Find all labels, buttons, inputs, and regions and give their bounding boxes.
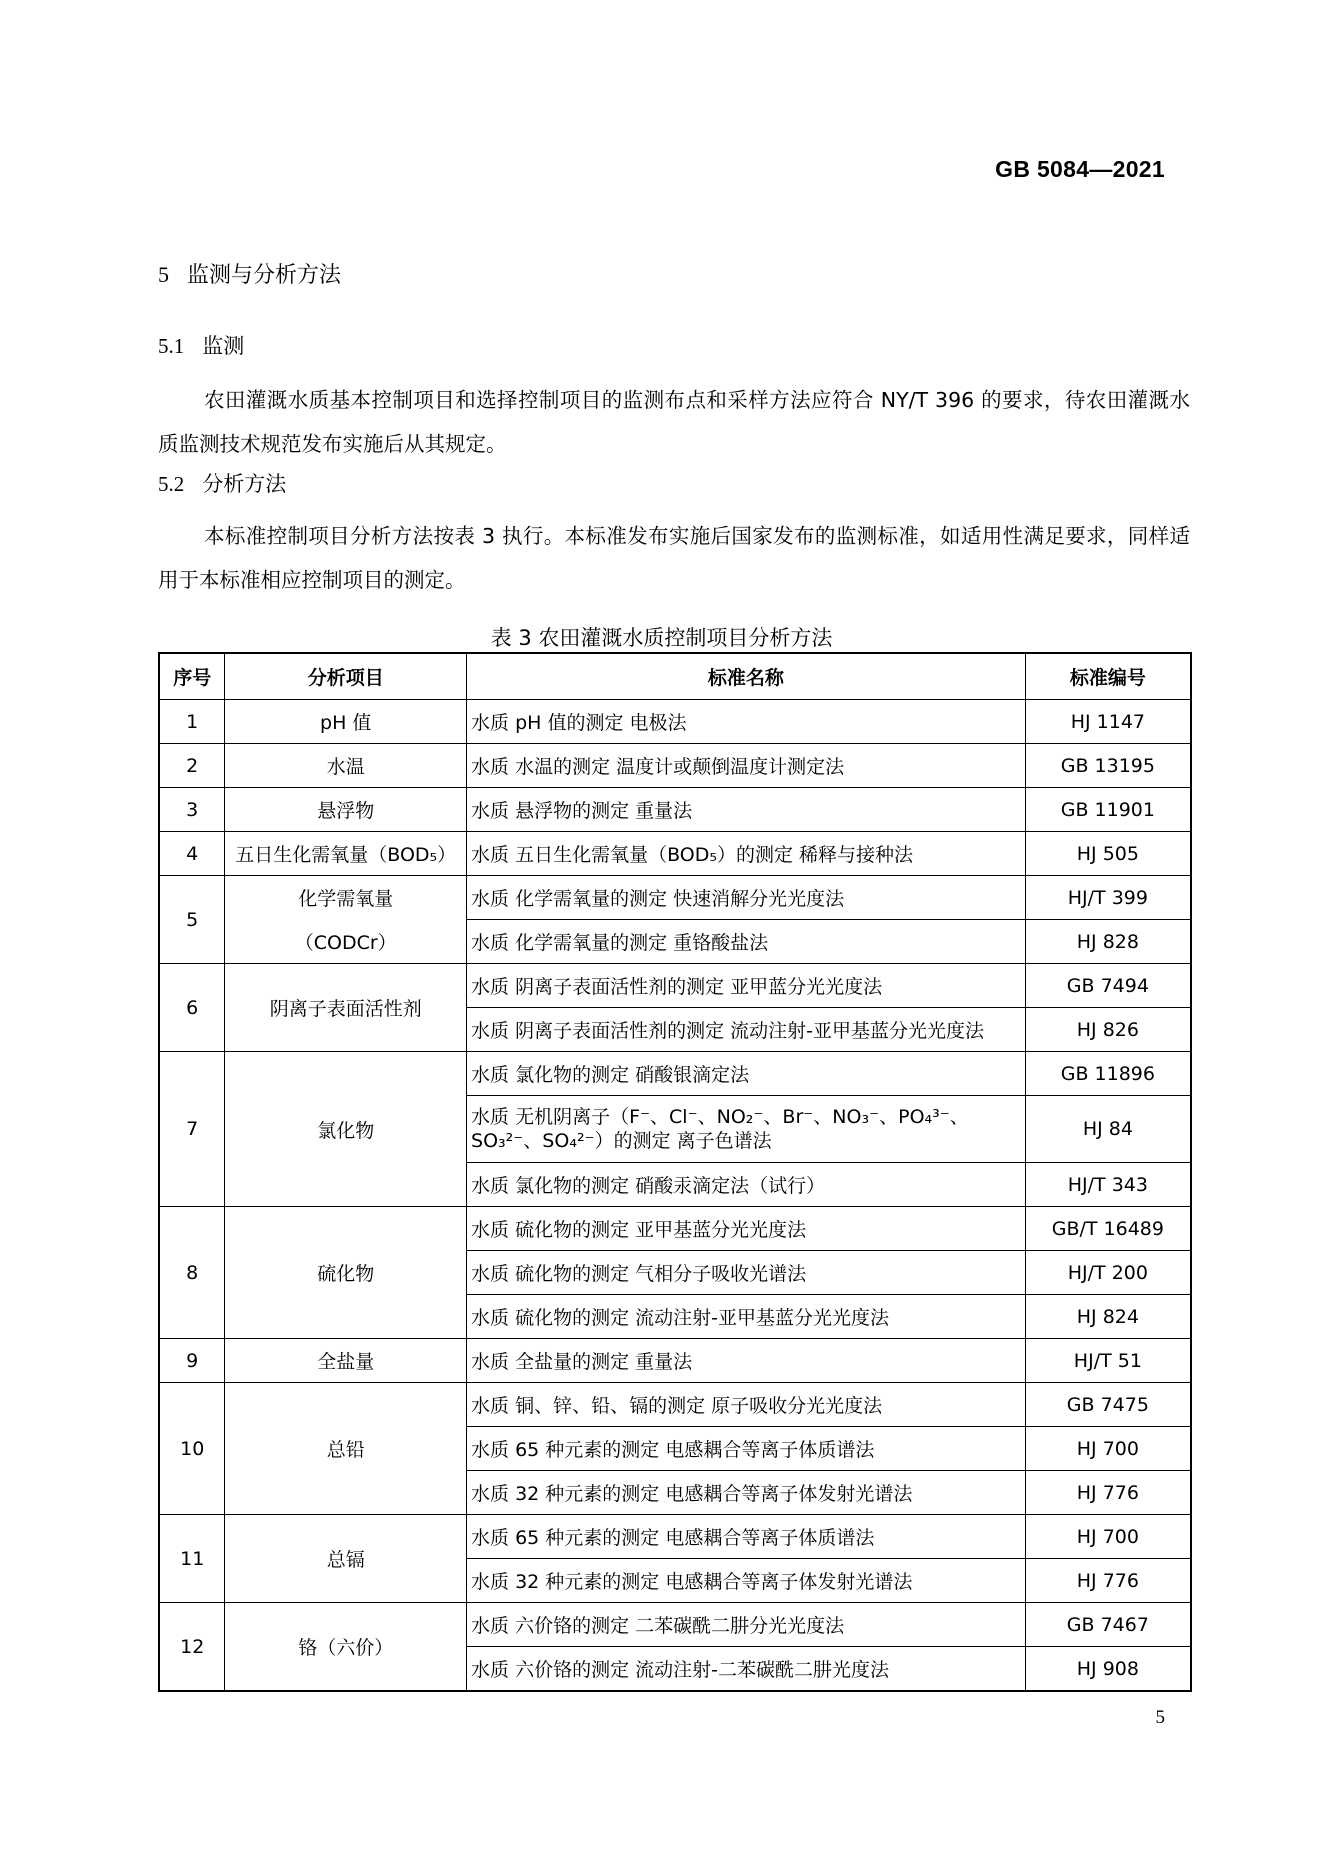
row-standard-name: 水质 水温的测定 温度计或颠倒温度计测定法 [467,744,1026,788]
table-header-row [159,653,1191,700]
section-title: 分析方法 [202,472,287,496]
row-standard-name: 水质 氯化物的测定 硝酸汞滴定法（试行） [467,1163,1026,1207]
row-standard-name: 水质 无机阴离子（F⁻、Cl⁻、NO₂⁻、Br⁻、NO₃⁻、PO₄³⁻、SO₃²⁻、SO₄²⁻）的测定 离子色谱法 [467,1096,1026,1163]
row-standard-code: GB 13195 [1025,744,1191,788]
row-standard-code: HJ 776 [1025,1559,1191,1603]
row-no: 7 [159,1052,225,1207]
row-no: 6 [159,964,225,1052]
row-standard-code: HJ 826 [1025,1008,1191,1052]
row-standard-code: HJ/T 399 [1025,876,1191,920]
row-item: 总镉 [225,1515,467,1603]
row-standard-code: GB 11901 [1025,788,1191,832]
section-5-2-heading [158,468,286,498]
table-row [159,1052,1191,1096]
row-standard-name: 水质 化学需氧量的测定 重铬酸盐法 [467,920,1026,964]
row-standard-name: 水质 65 种元素的测定 电感耦合等离子体质谱法 [467,1515,1026,1559]
row-standard-code: HJ 505 [1025,832,1191,876]
row-standard-code: HJ/T 200 [1025,1251,1191,1295]
row-item: 氯化物 [225,1052,467,1207]
row-standard-code: HJ 776 [1025,1471,1191,1515]
row-standard-name: 水质 32 种元素的测定 电感耦合等离子体发射光谱法 [467,1471,1026,1515]
row-standard-name: 水质 硫化物的测定 流动注射-亚甲基蓝分光光度法 [467,1295,1026,1339]
section-title: 监测 [202,334,245,358]
table-row [159,964,1191,1008]
section-5-1-paragraph: 农田灌溉水质基本控制项目和选择控制项目的监测布点和采样方法应符合 NY/T 396 的要求，待农田灌溉水质监测技术规范发布实施后从其规定。 [158,388,1190,456]
row-item: 硫化物 [225,1207,467,1339]
row-standard-code: HJ/T 51 [1025,1339,1191,1383]
analysis-methods-table [158,652,1192,1692]
col-header-standard-name: 标准名称 [467,653,1026,700]
row-standard-name: 水质 阴离子表面活性剂的测定 流动注射-亚甲基蓝分光光度法 [467,1008,1026,1052]
row-standard-code: HJ 908 [1025,1647,1191,1692]
row-standard-code: HJ 700 [1025,1515,1191,1559]
section-number: 5 [158,262,169,287]
table-row [159,1207,1191,1251]
table-row [159,876,1191,920]
col-header-standard-code: 标准编号 [1025,653,1191,700]
row-standard-name: 水质 化学需氧量的测定 快速消解分光光度法 [467,876,1026,920]
row-standard-code: GB 11896 [1025,1052,1191,1096]
row-no: 12 [159,1603,225,1692]
row-no: 9 [159,1339,225,1383]
row-standard-code: GB 7494 [1025,964,1191,1008]
row-item: 全盐量 [225,1339,467,1383]
table-row [159,744,1191,788]
table-row [159,832,1191,876]
row-item: pH 值 [225,700,467,744]
section-5-heading [158,258,341,289]
row-no: 1 [159,700,225,744]
section-number: 5.2 [158,472,185,496]
row-item: （CODCr） [225,920,467,964]
row-standard-name: 水质 六价铬的测定 流动注射-二苯碳酰二肼光度法 [467,1647,1026,1692]
row-no: 3 [159,788,225,832]
table-title: 表 3 农田灌溉水质控制项目分析方法 [490,626,833,650]
table-row [159,1515,1191,1559]
row-item: 阴离子表面活性剂 [225,964,467,1052]
row-no: 8 [159,1207,225,1339]
row-standard-code: GB/T 16489 [1025,1207,1191,1251]
row-standard-name: 水质 全盐量的测定 重量法 [467,1339,1026,1383]
row-standard-code: HJ/T 343 [1025,1163,1191,1207]
section-title: 监测与分析方法 [187,263,342,288]
row-item: 五日生化需氧量（BOD₅） [225,832,467,876]
col-header-item: 分析项目 [225,653,467,700]
row-standard-code: HJ 84 [1025,1096,1191,1163]
row-standard-name: 水质 32 种元素的测定 电感耦合等离子体发射光谱法 [467,1559,1026,1603]
row-standard-code: HJ 1147 [1025,700,1191,744]
row-item: 水温 [225,744,467,788]
row-standard-name: 水质 铜、锌、铅、镉的测定 原子吸收分光光度法 [467,1383,1026,1427]
row-standard-name: 水质 阴离子表面活性剂的测定 亚甲蓝分光光度法 [467,964,1026,1008]
row-standard-name: 水质 硫化物的测定 亚甲基蓝分光光度法 [467,1207,1026,1251]
page-number: 5 [1155,1707,1165,1728]
row-standard-name: 水质 硫化物的测定 气相分子吸收光谱法 [467,1251,1026,1295]
table-row [159,1603,1191,1647]
row-no: 2 [159,744,225,788]
section-number: 5.1 [158,334,185,358]
section-5-2-paragraph: 本标准控制项目分析方法按表 3 执行。本标准发布实施后国家发布的监测标准，如适用性满足要求，同样适用于本标准相应控制项目的测定。 [158,524,1190,592]
row-standard-name: 水质 氯化物的测定 硝酸银滴定法 [467,1052,1026,1096]
table-row [159,700,1191,744]
row-no: 5 [159,876,225,964]
row-item: 化学需氧量 [225,876,467,920]
row-standard-name: 水质 悬浮物的测定 重量法 [467,788,1026,832]
row-item: 铬（六价） [225,1603,467,1692]
row-standard-code: HJ 824 [1025,1295,1191,1339]
table-row [159,1383,1191,1427]
row-standard-name: 水质 六价铬的测定 二苯碳酰二肼分光光度法 [467,1603,1026,1647]
row-no: 11 [159,1515,225,1603]
row-standard-code: HJ 828 [1025,920,1191,964]
row-no: 4 [159,832,225,876]
row-item: 总铅 [225,1383,467,1515]
standard-code: GB 5084—2021 [995,156,1165,182]
table-row [159,920,1191,964]
row-item: 悬浮物 [225,788,467,832]
row-standard-code: GB 7467 [1025,1603,1191,1647]
row-standard-name: 水质 五日生化需氧量（BOD₅）的测定 稀释与接种法 [467,832,1026,876]
row-standard-code: HJ 700 [1025,1427,1191,1471]
row-standard-name: 水质 pH 值的测定 电极法 [467,700,1026,744]
section-5-1-heading [158,330,244,360]
row-standard-code: GB 7475 [1025,1383,1191,1427]
table-row [159,788,1191,832]
col-header-no: 序号 [159,653,225,700]
row-no: 10 [159,1383,225,1515]
table-row [159,1339,1191,1383]
row-standard-name: 水质 65 种元素的测定 电感耦合等离子体质谱法 [467,1427,1026,1471]
